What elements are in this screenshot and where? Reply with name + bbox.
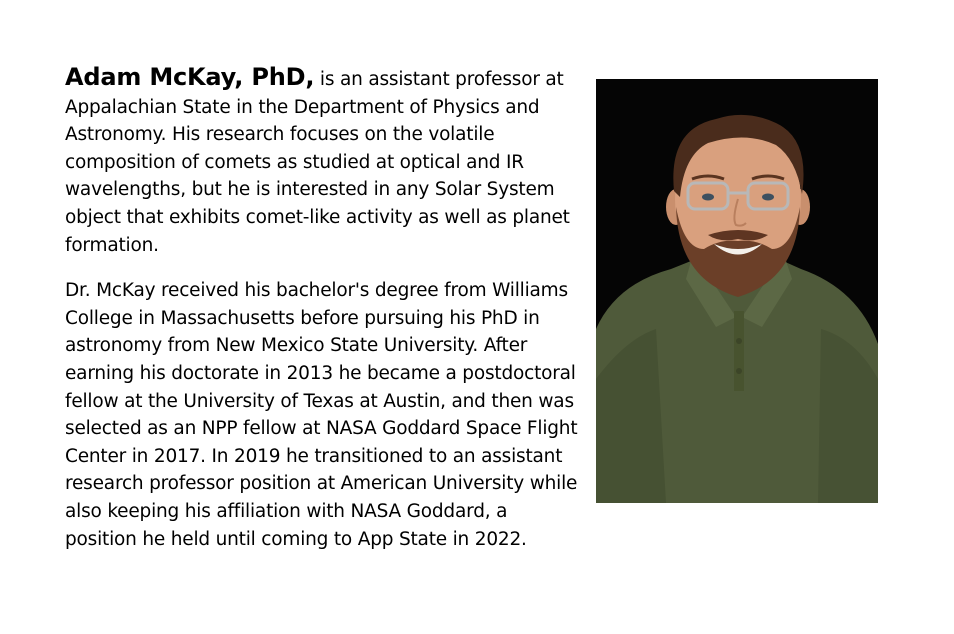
person-name: Adam McKay, PhD,	[65, 63, 315, 91]
bio-paragraph-2: Dr. McKay received his bachelor's degree from Williams College in Massachusetts before pursuing his PhD in astronomy from New Mexico State University. After earning his doctorate in 2013 he became a postdoctoral fellow at the University of Texas at Austin, and then was selected as an NPP fellow at NASA Goddard Space Flight Center in 2017. In 2019 he transitioned to an assistant research professor position at American University while also keeping his affiliation with NASA Goddard, a position he held until coming to App State in 2022.	[65, 280, 578, 550]
portrait-illustration	[596, 79, 878, 503]
portrait-photo	[596, 79, 878, 503]
bio-section	[65, 64, 885, 553]
bio-paragraph-1-text: is an assistant professor at Appalachian State in the Department of Physics and Astronomy. His research focuses on the volatile composition of comets as studied at optical and IR wavelengths, but he is interested in any Solar System object that exhibits comet-like activity as well as planet formation.	[65, 69, 570, 256]
